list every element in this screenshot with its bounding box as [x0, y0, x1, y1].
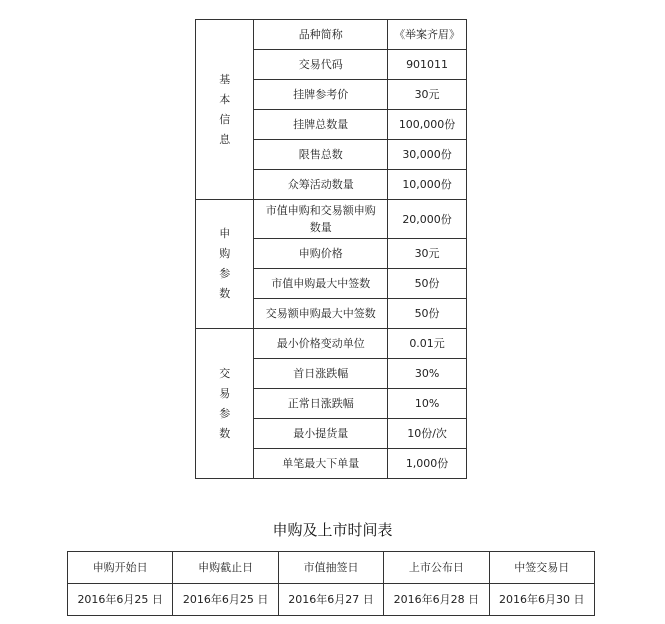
schedule-date-cell: 2016年6月25 日	[173, 584, 278, 616]
row-value: 50份	[388, 269, 467, 299]
group-label-char: 交	[219, 366, 231, 380]
row-value: 901011	[388, 50, 467, 80]
row-value: 1,000份	[388, 449, 467, 479]
table-row	[196, 20, 467, 50]
row-value: 10,000份	[388, 170, 467, 200]
group-label-char: 数	[219, 287, 231, 300]
row-label: 市值申购最大中签数	[254, 269, 388, 299]
schedule-header-cell: 申购开始日	[68, 552, 173, 584]
row-label: 首日涨跌幅	[254, 359, 388, 389]
row-value: 10%	[388, 389, 467, 419]
schedule-date-row	[68, 584, 595, 616]
group-label-char: 申	[219, 227, 231, 240]
schedule-header-cell: 市值抽签日	[278, 552, 383, 584]
group-label-trading-params	[196, 329, 254, 479]
schedule-header-cell: 申购截止日	[173, 552, 278, 584]
group-label-char: 易	[219, 386, 231, 400]
row-label: 交易额申购最大中签数	[254, 299, 388, 329]
row-value: 0.01元	[388, 329, 467, 359]
group-label-subscription-params	[196, 200, 254, 329]
table-row	[196, 200, 467, 239]
row-label: 众筹活动数量	[254, 170, 388, 200]
schedule-date-cell: 2016年6月28 日	[384, 584, 489, 616]
schedule-header-cell: 中签交易日	[489, 552, 594, 584]
group-label-char: 参	[219, 406, 231, 420]
schedule-date-cell: 2016年6月25 日	[68, 584, 173, 616]
row-value: 20,000份	[388, 200, 467, 239]
group-label-char: 数	[219, 426, 231, 440]
row-label: 市值申购和交易额申购数量	[254, 200, 388, 239]
product-info-table	[195, 19, 467, 479]
row-value: 《举案齐眉》	[388, 20, 467, 50]
row-label: 品种简称	[254, 20, 388, 50]
row-value: 10份/次	[388, 419, 467, 449]
row-value: 100,000份	[388, 110, 467, 140]
schedule-title: 申购及上市时间表	[272, 521, 393, 539]
row-value: 50份	[388, 299, 467, 329]
row-label: 最小价格变动单位	[254, 329, 388, 359]
schedule-date-cell: 2016年6月27 日	[278, 584, 383, 616]
schedule-table	[67, 551, 595, 616]
row-label: 挂牌参考价	[254, 80, 388, 110]
group-label-char: 基	[219, 72, 231, 86]
group-label-basic-info	[196, 20, 254, 200]
row-label: 申购价格	[254, 239, 388, 269]
schedule-date-cell: 2016年6月30 日	[489, 584, 594, 616]
table-row	[196, 329, 467, 359]
row-value: 30%	[388, 359, 467, 389]
schedule-header-row	[68, 552, 595, 584]
row-label: 正常日涨跌幅	[254, 389, 388, 419]
row-label: 挂牌总数量	[254, 110, 388, 140]
row-value: 30元	[388, 80, 467, 110]
row-value: 30,000份	[388, 140, 467, 170]
row-label: 单笔最大下单量	[254, 449, 388, 479]
row-label: 最小提货量	[254, 419, 388, 449]
row-value: 30元	[388, 239, 467, 269]
group-label-char: 息	[219, 132, 231, 146]
group-label-char: 本	[219, 92, 231, 106]
schedule-header-cell: 上市公布日	[384, 552, 489, 584]
group-label-char: 购	[219, 247, 231, 260]
row-label: 限售总数	[254, 140, 388, 170]
group-label-char: 参	[219, 267, 231, 280]
row-label: 交易代码	[254, 50, 388, 80]
group-label-char: 信	[219, 112, 231, 126]
